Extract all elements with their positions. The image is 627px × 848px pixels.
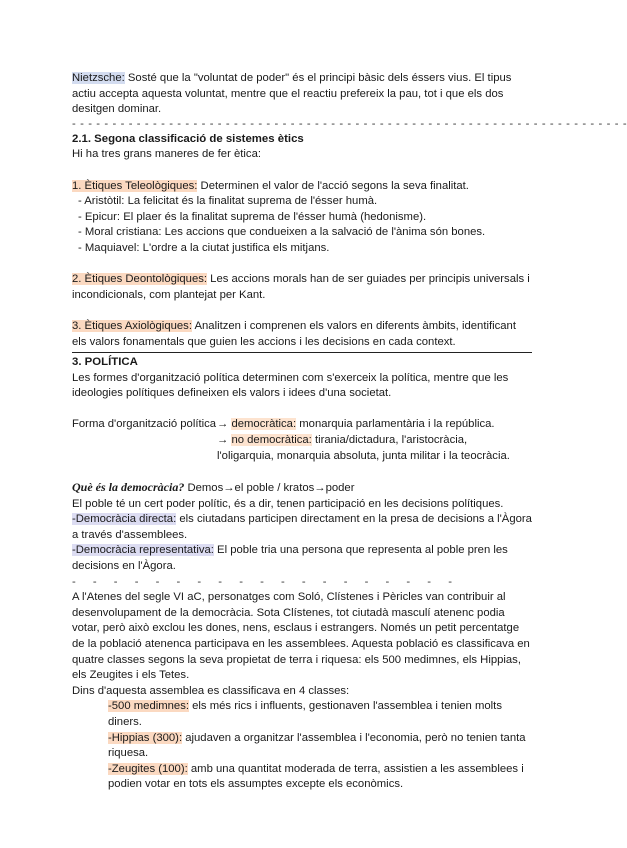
class-item: -Hippias (300): ajudaven a organitzar l'assemblea i l'economia, però no tenien tanta riquesa.	[108, 731, 526, 760]
athens-paragraph: A l'Atenes del segle VI aC, personatges com Soló, Clístenes i Pèricles van contribuir al desenvolupament de la democràcia. Sota Clístenes, tot ciutadà masculí atenenc podia votar, però això exclou les dones, nens, esclaus i estrangers. Només un petit percentatge de la població atenenca participava en les assemblees. Aquesta població es classificava en quatre classes segons la seva propietat de terra i riquesa: els 500 medimnes, els Hippias, els Zeugites i els Tetes.	[72, 591, 530, 682]
democratic-form: → democràtica: monarquia parlamentària i la república.	[217, 418, 495, 431]
teleological-paragraph: 1. Ètiques Teleològiques: Determinen el valor de l'acció segons la seva finalitat.	[72, 179, 469, 192]
nietzsche-paragraph: Nietzsche: Sosté que la "voluntat de poder" és el principi bàsic dels éssers vius. El tipus actiu accepta aquesta voluntat, mentre que el reactiu prefereix la pau, tot i que els dos desitgen dominar.	[72, 72, 512, 116]
classes-list	[72, 699, 532, 793]
deontological-term: 2. Ètiques Deontològiques:	[72, 273, 208, 286]
forms-options	[217, 417, 527, 464]
list-item: - Maquiavel: L'ordre a la ciutat justifica els mitjans.	[78, 241, 330, 254]
axiological-paragraph: 3. Ètiques Axiològiques: Analitzen i comprenen els valors en diferents àmbits, identificant els valors fonamentals que guien les accions i les decisions en cada context.	[72, 319, 516, 348]
dashed-separator: - - - - - - - - - - - - - - - - - - - - - - - - - - - - - - - - - - - - - - - - - - - - - - - - - - - - - - - - - - - - - - - - - - - - -	[72, 117, 627, 130]
deontological-paragraph: 2. Ètiques Deontològiques: Les accions morals han de ser guiades per principis universals i incondicionals, com plantejat per Kant.	[72, 273, 530, 301]
section-intro: Hi ha tres grans maneres de fer ètica:	[72, 148, 261, 161]
arrow-icon: →	[217, 418, 229, 431]
democratic-term: democràtica:	[231, 418, 297, 431]
class-item: -500 medimnes: els més rics i influents, gestionaven l'assemblea i tenien molts diners.	[108, 700, 502, 728]
list-item: - Aristòtil: La felicitat és la finalitat suprema de l'ésser humà.	[78, 195, 378, 208]
representative-democracy-term: -Democràcia representativa:	[72, 544, 214, 557]
forms-label: Forma d'organització política	[72, 418, 217, 431]
direct-democracy: -Democràcia directa: els ciutadans participen directament en la presa de decisions a l'Àgora a través d'assemblees.	[72, 513, 532, 541]
horizontal-rule	[72, 352, 532, 353]
organization-forms	[72, 417, 532, 464]
class-term: -500 medimnes:	[108, 700, 189, 713]
arrow-icon: →	[217, 434, 229, 447]
class-term: -Zeugites (100):	[108, 762, 188, 775]
direct-democracy-term: -Democràcia directa:	[72, 513, 177, 526]
teleological-term: 1. Ètiques Teleològiques:	[72, 179, 198, 192]
democracy-definition: El poble té un cert poder polític, és a dir, tenen participació en les decisions polítiques.	[72, 497, 504, 510]
representative-democracy: -Democràcia representativa: El poble tria una persona que representa al poble pren les decisions en l'Àgora.	[72, 544, 508, 573]
non-democratic-term: no democràtica:	[231, 434, 312, 447]
spaced-dash-separator: - - - - - - - - - - - - - - - - - - -	[72, 575, 452, 588]
teleological-list	[72, 194, 532, 256]
axiological-term: 3. Ètiques Axiològiques:	[72, 319, 192, 332]
democracy-question-title: Què és la democràcia?	[72, 480, 185, 495]
assembly-intro: Dins d'aquesta assemblea es classificava en 4 classes:	[72, 684, 350, 697]
democracy-question: Què és la democràcia? Demos→el poble / kratos→poder	[72, 480, 355, 495]
class-item: -Zeugites (100): amb una quantitat moderada de terra, assistien a les assemblees i podien votar en tots els assumptes excepte els econòmics.	[108, 762, 524, 791]
document-content	[72, 71, 627, 793]
nietzsche-term: Nietzsche:	[72, 72, 125, 84]
section-heading-2-1: 2.1. Segona classificació de sistemes ètics	[72, 132, 304, 145]
list-item: - Moral cristiana: Les accions que condueixen a la salvació de l'ànima són bones.	[78, 226, 486, 239]
non-democratic-form: → no democràtica: tirania/dictadura, l'aristocràcia, l'oligarquia, monarquia absoluta, junta militar i la teocràcia.	[217, 434, 510, 462]
politics-intro: Les formes d'organització política determinen com s'exerceix la política, mentre que les ideologies polítiques defineixen els valors i idees d'una societat.	[72, 371, 509, 400]
class-term: -Hippias (300):	[108, 731, 183, 744]
section-heading-3: 3. POLÍTICA	[72, 356, 138, 369]
list-item: - Epicur: El plaer és la finalitat suprema de l'ésser humà (hedonisme).	[78, 210, 427, 223]
